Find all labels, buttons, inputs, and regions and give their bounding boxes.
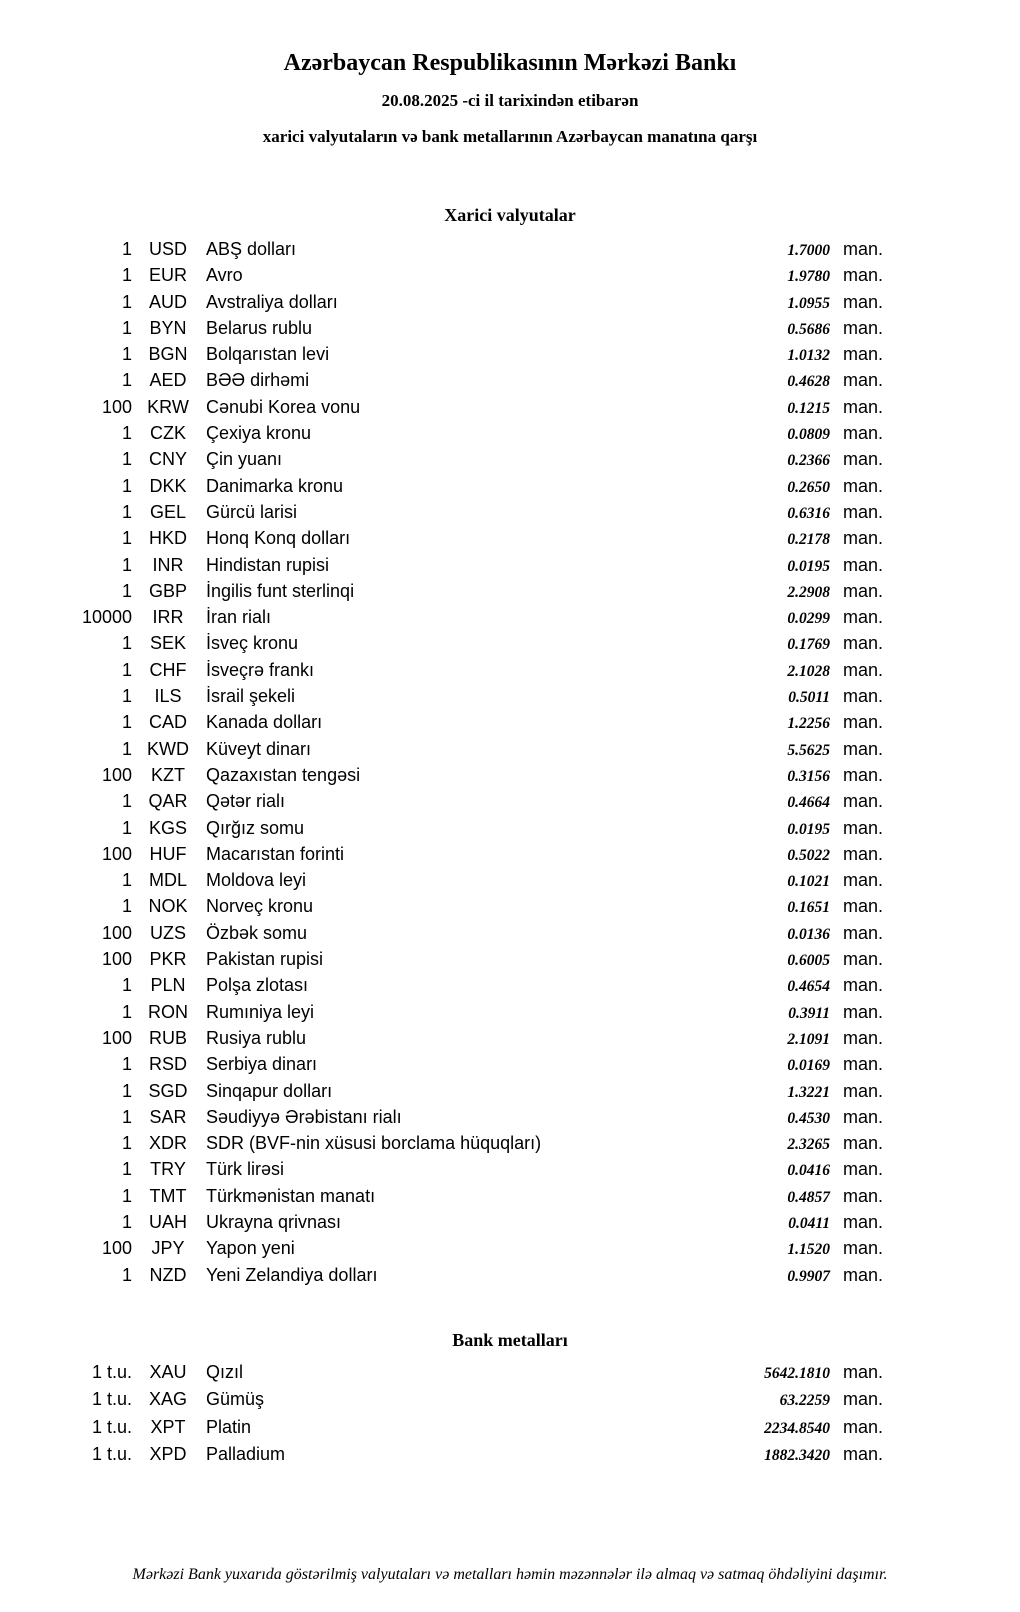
currency-name: Belarus rublu [206, 317, 313, 338]
rate-value: 0.1215 [787, 399, 830, 417]
metals-section-heading: Bank metalları [452, 1329, 568, 1350]
unit-label: man. [843, 501, 884, 522]
rate-value: 0.0411 [788, 1214, 830, 1232]
currency-name: Çin yuanı [206, 449, 283, 470]
currency-row [0, 972, 1020, 998]
currency-name: Bolqarıstan levi [206, 344, 330, 365]
quantity: 1 [121, 686, 132, 707]
unit-label: man. [843, 1001, 884, 1022]
rate-value: 0.3156 [787, 767, 830, 785]
currency-row [0, 604, 1020, 630]
rate-value: 0.2178 [787, 531, 830, 549]
unit-label: man. [843, 528, 884, 549]
currency-code: USD [148, 239, 187, 259]
currency-name: Polşa zlotası [206, 975, 309, 996]
currency-row [0, 893, 1020, 919]
quantity: 100 [101, 843, 132, 864]
currency-name: İsveçrə frankı [206, 659, 315, 680]
unit-label: man. [843, 1133, 884, 1154]
rate-value: 0.3911 [788, 1004, 830, 1022]
rate-value: 0.0169 [787, 1057, 830, 1075]
currency-name: Küveyt dinarı [206, 738, 312, 759]
quantity: 100 [101, 396, 132, 417]
rate-value: 1.0955 [787, 294, 830, 312]
currency-row [0, 1104, 1020, 1130]
currency-name: ABŞ dolları [206, 239, 297, 259]
unit-label: man. [843, 554, 884, 575]
metal-row [0, 1359, 1020, 1387]
rate-value: 0.1769 [787, 636, 830, 654]
currency-row [0, 1051, 1020, 1077]
rate-value: 0.0416 [787, 1162, 830, 1180]
currency-code: AUD [148, 291, 187, 312]
quantity: 1 [121, 1185, 132, 1206]
currency-name: Özbək somu [206, 922, 308, 943]
rate-value: 0.0809 [787, 426, 830, 444]
quantity: 100 [101, 922, 132, 943]
currency-row [0, 1078, 1020, 1104]
currency-row [0, 736, 1020, 762]
currency-code: EUR [148, 265, 187, 286]
unit-label: man. [843, 1185, 884, 1206]
currency-row [0, 630, 1020, 656]
currency-row [0, 1130, 1020, 1156]
unit-label: man. [843, 738, 884, 759]
rate-value: 0.9907 [787, 1267, 830, 1285]
currency-name: Qazaxıstan tengəsi [206, 764, 361, 785]
rate-value: 0.1021 [787, 873, 830, 891]
unit-label: man. [843, 396, 884, 417]
unit-label: man. [843, 1211, 884, 1232]
rate-value: 5.5625 [787, 741, 830, 759]
currency-code: XAG [148, 1389, 187, 1410]
document-header [0, 0, 1020, 147]
currency-row [0, 236, 1020, 262]
unit-label: man. [843, 449, 884, 470]
currency-rate-table [0, 236, 1020, 1288]
currency-name: Avstraliya dolları [206, 291, 338, 312]
currency-row [0, 1156, 1020, 1182]
unit-label: man. [843, 607, 884, 628]
quantity: 100 [101, 1238, 132, 1259]
rate-value: 1.0132 [787, 347, 830, 365]
quantity: 1 [121, 423, 132, 444]
effective-date-subtitle: 20.08.2025 -ci il tarixindən etibarən [381, 91, 639, 110]
unit-label: man. [843, 1106, 884, 1127]
quantity: 1 [121, 738, 132, 759]
currency-code: BYN [149, 317, 187, 338]
currency-code: UZS [150, 922, 186, 943]
currency-row [0, 683, 1020, 709]
currency-row [0, 999, 1020, 1025]
quantity: 1 [121, 1106, 132, 1127]
disclaimer-note: Mərkəzi Bank yuxarıda göstərilmiş valyutaları və metalları həmin məzənnələr ilə almaq və satmaq öhdəliyini daşımır. [132, 1566, 888, 1583]
rate-value: 1.2256 [787, 715, 830, 733]
currency-row [0, 1025, 1020, 1051]
currency-code: AED [149, 370, 187, 391]
unit-label: man. [843, 1027, 884, 1048]
unit-label: man. [843, 291, 884, 312]
quantity: 1 [121, 1001, 132, 1022]
currency-row [0, 289, 1020, 315]
rate-value: 1.3221 [787, 1083, 830, 1101]
unit-label: man. [843, 949, 884, 970]
unit-label: man. [843, 712, 884, 733]
currency-name: Gürcü larisi [206, 501, 298, 522]
currency-name: İsrail şekeli [206, 686, 296, 707]
unit-label: man. [843, 922, 884, 943]
unit-label: man. [843, 344, 884, 365]
rate-value: 0.2650 [787, 478, 830, 496]
quantity: 1 [121, 1159, 132, 1180]
currency-name: İran rialı [206, 607, 272, 628]
currency-row [0, 446, 1020, 472]
quantity: 1 [121, 265, 132, 286]
quantity: 1 [121, 1133, 132, 1154]
currency-name: Honq Konq dolları [206, 528, 351, 549]
metal-row [0, 1414, 1020, 1442]
currency-name: SDR (BVF-nin xüsusi borclama hüquqları) [206, 1133, 542, 1154]
currency-name: Sinqapur dolları [206, 1080, 333, 1101]
rate-value: 0.4530 [787, 1109, 830, 1127]
unit-label: man. [843, 1054, 884, 1075]
currency-code: INR [152, 554, 184, 575]
unit-label: man. [843, 1361, 884, 1382]
currency-code: BGN [148, 344, 188, 365]
currency-name: Hindistan rupisi [206, 554, 330, 575]
currency-row [0, 841, 1020, 867]
currency-name: İngilis funt sterlinqi [206, 580, 355, 601]
rate-value: 0.4654 [787, 978, 830, 996]
quantity: 1 [121, 370, 132, 391]
currency-row [0, 1183, 1020, 1209]
currency-code: RON [148, 1001, 188, 1022]
quantity: 1 t.u. [91, 1416, 132, 1437]
unit-label: man. [843, 1444, 884, 1465]
rate-value: 0.0195 [787, 557, 830, 575]
currency-name: Macarıstan forinti [206, 843, 345, 864]
metal-rate-table [0, 1359, 1020, 1469]
currency-row [0, 262, 1020, 288]
unit-label: man. [843, 1159, 884, 1180]
currency-name: Norveç kronu [206, 896, 314, 917]
quantity: 1 [121, 449, 132, 470]
currency-code: JPY [151, 1238, 185, 1259]
currency-name: Rusiya rublu [206, 1027, 307, 1048]
quantity: 1 [121, 1080, 132, 1101]
currency-code: PKR [149, 949, 187, 970]
currency-code: KWD [147, 738, 189, 759]
currency-code: CNY [148, 449, 187, 470]
rate-value: 0.0299 [787, 610, 830, 628]
currency-code: XAU [149, 1361, 187, 1382]
unit-label: man. [843, 1080, 884, 1101]
quantity: 1 [121, 475, 132, 496]
currency-name: Platin [206, 1416, 252, 1437]
currency-name: Yapon yeni [206, 1238, 295, 1259]
currency-row [0, 525, 1020, 551]
quantity: 100 [101, 1027, 132, 1048]
currency-name: Türkmənistan manatı [206, 1185, 376, 1206]
unit-label: man. [843, 1238, 884, 1259]
currency-name: Avro [206, 265, 243, 286]
currency-row [0, 499, 1020, 525]
unit-label: man. [843, 1264, 884, 1285]
currency-row [0, 815, 1020, 841]
currency-code: GBP [148, 580, 187, 601]
currency-code: QAR [148, 791, 188, 812]
quantity: 1 [121, 344, 132, 365]
rate-value: 1882.3420 [764, 1447, 830, 1465]
currency-row [0, 1262, 1020, 1288]
currency-row [0, 1235, 1020, 1261]
currency-row [0, 578, 1020, 604]
currency-name: Cənubi Korea vonu [206, 396, 361, 417]
quantity: 1 [121, 1264, 132, 1285]
unit-label: man. [843, 580, 884, 601]
quantity: 100 [101, 949, 132, 970]
currency-code: NZD [149, 1264, 187, 1285]
currency-code: TRY [150, 1159, 186, 1180]
unit-label: man. [843, 1416, 884, 1437]
rate-value: 0.4664 [787, 794, 830, 812]
currency-row [0, 762, 1020, 788]
unit-label: man. [843, 817, 884, 838]
quantity: 1 [121, 528, 132, 549]
rate-value: 0.4857 [787, 1188, 830, 1206]
currency-row [0, 367, 1020, 393]
currency-name: Moldova leyi [206, 870, 307, 891]
quantity: 1 [121, 1054, 132, 1075]
rate-value: 0.1651 [787, 899, 830, 917]
rate-value: 0.5686 [787, 320, 830, 338]
quantity: 1 [121, 791, 132, 812]
currency-code: RSD [148, 1054, 187, 1075]
rate-value: 0.6005 [787, 952, 830, 970]
quantity: 1 [121, 317, 132, 338]
rate-value: 5642.1810 [764, 1364, 830, 1382]
currency-name: Pakistan rupisi [206, 949, 324, 970]
unit-label: man. [843, 896, 884, 917]
quantity: 1 t.u. [91, 1444, 132, 1465]
currency-code: NOK [148, 896, 188, 917]
currency-code: ILS [154, 686, 182, 707]
quantity: 1 [121, 659, 132, 680]
rate-value: 63.2259 [779, 1392, 830, 1410]
quantity: 1 [121, 501, 132, 522]
page-title: Azərbaycan Respublikasının Mərkəzi Bankı [283, 50, 737, 76]
currency-section-heading: Xarici valyutalar [444, 205, 576, 225]
currency-code: CZK [150, 423, 186, 444]
currency-name: Qətər rialı [206, 791, 286, 812]
currency-name: Ukrayna qrivnası [206, 1211, 342, 1232]
currency-code: SAR [149, 1106, 187, 1127]
quantity: 10000 [81, 607, 132, 628]
currency-name: Rumıniya leyi [206, 1001, 315, 1022]
currency-code: XPD [149, 1444, 187, 1465]
rate-value: 2.2908 [787, 583, 830, 601]
quantity: 1 [121, 817, 132, 838]
currency-name: Serbiya dinarı [206, 1054, 318, 1075]
quantity: 1 [121, 291, 132, 312]
unit-label: man. [843, 423, 884, 444]
currency-row [0, 657, 1020, 683]
currency-name: Qırğız somu [206, 817, 305, 838]
currency-code: XDR [148, 1133, 187, 1154]
currency-name: Gümüş [206, 1389, 265, 1410]
currency-code: HUF [149, 843, 187, 864]
currency-name: İsveç kronu [206, 633, 299, 654]
currency-code: GEL [149, 501, 187, 522]
rate-value: 1.9780 [787, 268, 830, 286]
currency-code: TMT [149, 1185, 187, 1206]
currency-row [0, 552, 1020, 578]
currency-code: CAD [148, 712, 187, 733]
metal-row [0, 1386, 1020, 1414]
currency-code: CHF [149, 659, 187, 680]
currency-row [0, 1209, 1020, 1235]
rate-value: 0.5022 [787, 846, 830, 864]
currency-name: Türk lirəsi [206, 1159, 285, 1180]
rate-value: 0.4628 [787, 373, 830, 391]
currency-row [0, 394, 1020, 420]
currency-code: IRR [152, 607, 184, 628]
unit-label: man. [843, 791, 884, 812]
unit-label: man. [843, 239, 884, 259]
quantity: 1 t.u. [91, 1361, 132, 1382]
quantity: 100 [101, 764, 132, 785]
unit-label: man. [843, 317, 884, 338]
quantity: 1 [121, 239, 132, 259]
unit-label: man. [843, 975, 884, 996]
rate-value: 1.7000 [787, 242, 830, 259]
currency-name: Kanada dolları [206, 712, 323, 733]
currency-name: BƏƏ dirhəmi [206, 370, 310, 391]
currency-row [0, 473, 1020, 499]
unit-label: man. [843, 659, 884, 680]
rate-value: 2.3265 [787, 1136, 830, 1154]
currency-code: KGS [148, 817, 187, 838]
unit-label: man. [843, 370, 884, 391]
currency-code: HKD [148, 528, 187, 549]
rate-value: 2.1091 [787, 1030, 830, 1048]
currency-code: XPT [150, 1416, 186, 1437]
quantity: 1 [121, 1211, 132, 1232]
description-subtitle: xarici valyutaların və bank metallarının Azərbaycan manatına qarşı [262, 127, 758, 146]
currency-name: Səudiyyə Ərəbistanı rialı [206, 1106, 402, 1127]
unit-label: man. [843, 1389, 884, 1410]
rate-value: 1.1520 [787, 1241, 830, 1259]
unit-label: man. [843, 265, 884, 286]
currency-code: KRW [147, 396, 189, 417]
currency-row [0, 867, 1020, 893]
currency-code: MDL [148, 870, 187, 891]
currency-name: Qızıl [206, 1361, 244, 1382]
unit-label: man. [843, 870, 884, 891]
currency-row [0, 946, 1020, 972]
currency-row [0, 315, 1020, 341]
quantity: 1 [121, 975, 132, 996]
currency-name: Danimarka kronu [206, 475, 344, 496]
rate-value: 2234.8540 [764, 1419, 830, 1437]
quantity: 1 [121, 870, 132, 891]
currency-code: UAH [148, 1211, 187, 1232]
unit-label: man. [843, 633, 884, 654]
currency-code: PLN [150, 975, 186, 996]
quantity: 1 [121, 633, 132, 654]
currency-code: SGD [148, 1080, 188, 1101]
rate-value: 0.6316 [787, 504, 830, 522]
rate-value: 0.0195 [787, 820, 830, 838]
quantity: 1 [121, 712, 132, 733]
currency-name: Çexiya kronu [206, 423, 312, 444]
currency-row [0, 341, 1020, 367]
currency-row [0, 788, 1020, 814]
currency-code: KZT [151, 764, 185, 785]
unit-label: man. [843, 686, 884, 707]
quantity: 1 [121, 554, 132, 575]
quantity: 1 [121, 580, 132, 601]
unit-label: man. [843, 843, 884, 864]
quantity: 1 t.u. [91, 1389, 132, 1410]
unit-label: man. [843, 764, 884, 785]
currency-row [0, 920, 1020, 946]
currency-code: DKK [149, 475, 187, 496]
rate-value: 2.1028 [787, 662, 830, 680]
quantity: 1 [121, 896, 132, 917]
rate-value: 0.0136 [787, 925, 830, 943]
rate-value: 0.2366 [787, 452, 830, 470]
currency-code: SEK [149, 633, 187, 654]
unit-label: man. [843, 475, 884, 496]
currency-code: RUB [148, 1027, 187, 1048]
currency-row [0, 709, 1020, 735]
currency-row [0, 420, 1020, 446]
metal-row [0, 1441, 1020, 1469]
currency-name: Yeni Zelandiya dolları [206, 1264, 378, 1285]
currency-name: Palladium [206, 1444, 286, 1465]
rate-value: 0.5011 [788, 689, 830, 707]
